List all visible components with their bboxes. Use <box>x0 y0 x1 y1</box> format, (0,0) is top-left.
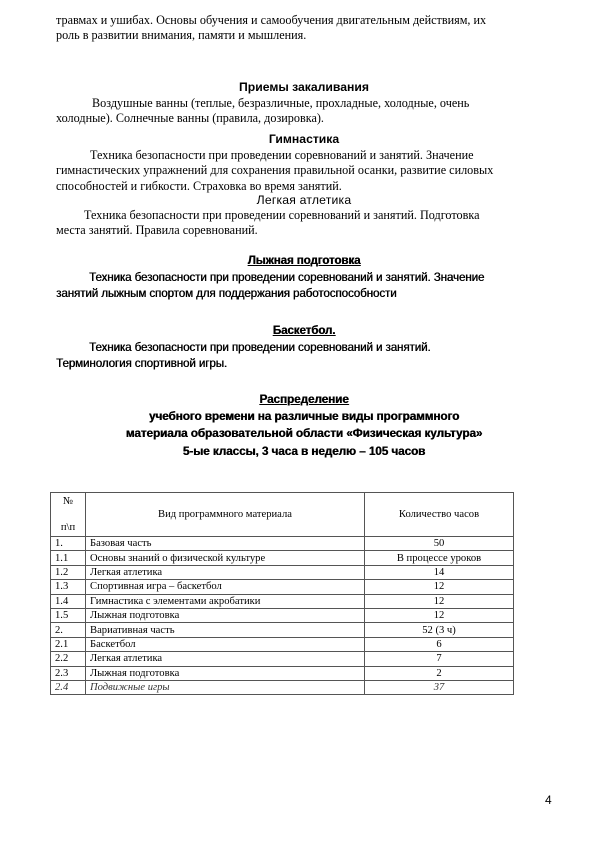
cell-number: 1.3 <box>51 580 86 594</box>
cell-hours: 50 <box>365 537 514 551</box>
table-row <box>51 680 514 694</box>
intro-line-2: роль в развитии внимания, памяти и мышления. <box>56 28 307 43</box>
header-number-line-2: п\п <box>60 522 76 533</box>
cell-material: Легкая атлетика <box>86 652 365 666</box>
table-row <box>51 594 514 608</box>
cell-hours: В процессе уроков <box>365 551 514 565</box>
table-row <box>51 666 514 680</box>
heading-athletics: Легкая атлетика <box>256 193 352 207</box>
paragraph-ski <box>56 270 552 301</box>
cell-material: Подвижные игры <box>86 680 365 694</box>
cell-hours: 6 <box>365 637 514 651</box>
gymnastics-line-2: гимнастических упражнений для сохранения правильной осанки, развитие силовых <box>56 163 494 178</box>
cell-number: 2.1 <box>51 637 86 651</box>
cell-number: 2. <box>51 623 86 637</box>
cell-hours: 2 <box>365 666 514 680</box>
table-header-row <box>51 493 514 537</box>
gymnastics-line-1: Техника безопасности при проведении соревнований и занятий. Значение <box>90 148 474 162</box>
paragraph-hardening <box>56 96 552 127</box>
cell-number: 1.2 <box>51 565 86 579</box>
table-body <box>51 537 514 695</box>
cell-hours: 14 <box>365 565 514 579</box>
cell-hours: 7 <box>365 652 514 666</box>
cell-material: Легкая атлетика <box>86 565 365 579</box>
cell-material: Баскетбол <box>86 637 365 651</box>
page-number: 4 <box>545 793 552 807</box>
table-row <box>51 608 514 622</box>
intro-paragraph <box>56 13 552 44</box>
distribution-title: Распределение <box>259 392 349 406</box>
hardening-line-1: Воздушные ванны (теплые, безразличные, прохладные, холодные, очень <box>92 96 470 110</box>
gymnastics-line-3: способностей и гибкости. Страховка во время занятий. <box>56 178 342 193</box>
header-number <box>51 493 86 537</box>
heading-ski: Лыжная подготовка <box>247 254 361 267</box>
cell-hours: 12 <box>365 608 514 622</box>
basketball-line-2: Терминология спортивной игры. <box>56 356 227 370</box>
hardening-line-2: холодные). Солнечные ванны (правила, дозировка). <box>56 111 324 126</box>
table-row <box>51 551 514 565</box>
paragraph-athletics <box>56 208 552 239</box>
distribution-heading <box>56 391 552 460</box>
cell-hours: 12 <box>365 580 514 594</box>
heading-gymnastics: Гимнастика <box>268 132 340 146</box>
cell-number: 2.2 <box>51 652 86 666</box>
paragraph-gymnastics <box>56 148 552 194</box>
cell-material: Гимнастика с элементами акробатики <box>86 594 365 608</box>
athletics-line-2: места занятий. Правила соревнований. <box>56 223 258 238</box>
table-row <box>51 580 514 594</box>
cell-material: Лыжная подготовка <box>86 608 365 622</box>
cell-material: Лыжная подготовка <box>86 666 365 680</box>
cell-material: Основы знаний о физической культуре <box>86 551 365 565</box>
basketball-line-1: Техника безопасности при проведении соревнований и занятий. <box>89 341 431 354</box>
table-row <box>51 637 514 651</box>
cell-hours: 52 (3 ч) <box>365 623 514 637</box>
table-row <box>51 565 514 579</box>
cell-number: 2.4 <box>51 680 86 694</box>
intro-line-1: травмах и ушибах. Основы обучения и самообучения двигательным действиям, их <box>56 13 487 27</box>
cell-number: 1.5 <box>51 608 86 622</box>
program-hours-table <box>50 492 514 695</box>
header-hours: Количество часов <box>365 493 514 537</box>
table-row <box>51 652 514 666</box>
paragraph-basketball <box>56 340 552 371</box>
ski-line-2: занятий лыжным спортом для поддержания работоспособности <box>56 286 397 300</box>
athletics-line-1: Техника безопасности при проведении соревнований и занятий. Подготовка <box>84 208 480 222</box>
cell-number: 2.3 <box>51 666 86 680</box>
table-row <box>51 623 514 637</box>
cell-material: Спортивная игра – баскетбол <box>86 580 365 594</box>
ski-line-1: Техника безопасности при проведении соревнований и занятий. Значение <box>89 271 485 284</box>
table-row <box>51 537 514 551</box>
distribution-line-2: учебного времени на различные виды программного <box>148 409 460 424</box>
cell-number: 1. <box>51 537 86 551</box>
cell-number: 1.1 <box>51 551 86 565</box>
cell-material: Вариативная часть <box>86 623 365 637</box>
cell-number: 1.4 <box>51 594 86 608</box>
header-number-line-1: № <box>62 496 74 507</box>
heading-basketball: Баскетбол. <box>272 324 336 337</box>
heading-hardening: Приемы закаливания <box>239 80 369 94</box>
cell-hours: 12 <box>365 594 514 608</box>
distribution-line-3: материала образовательной области «Физическая культура» <box>125 426 483 441</box>
distribution-line-4: 5-ые классы, 3 часа в неделю – 105 часов <box>182 443 426 458</box>
header-type: Вид программного материала <box>86 493 365 537</box>
cell-hours: 37 <box>365 680 514 694</box>
cell-material: Базовая часть <box>86 537 365 551</box>
